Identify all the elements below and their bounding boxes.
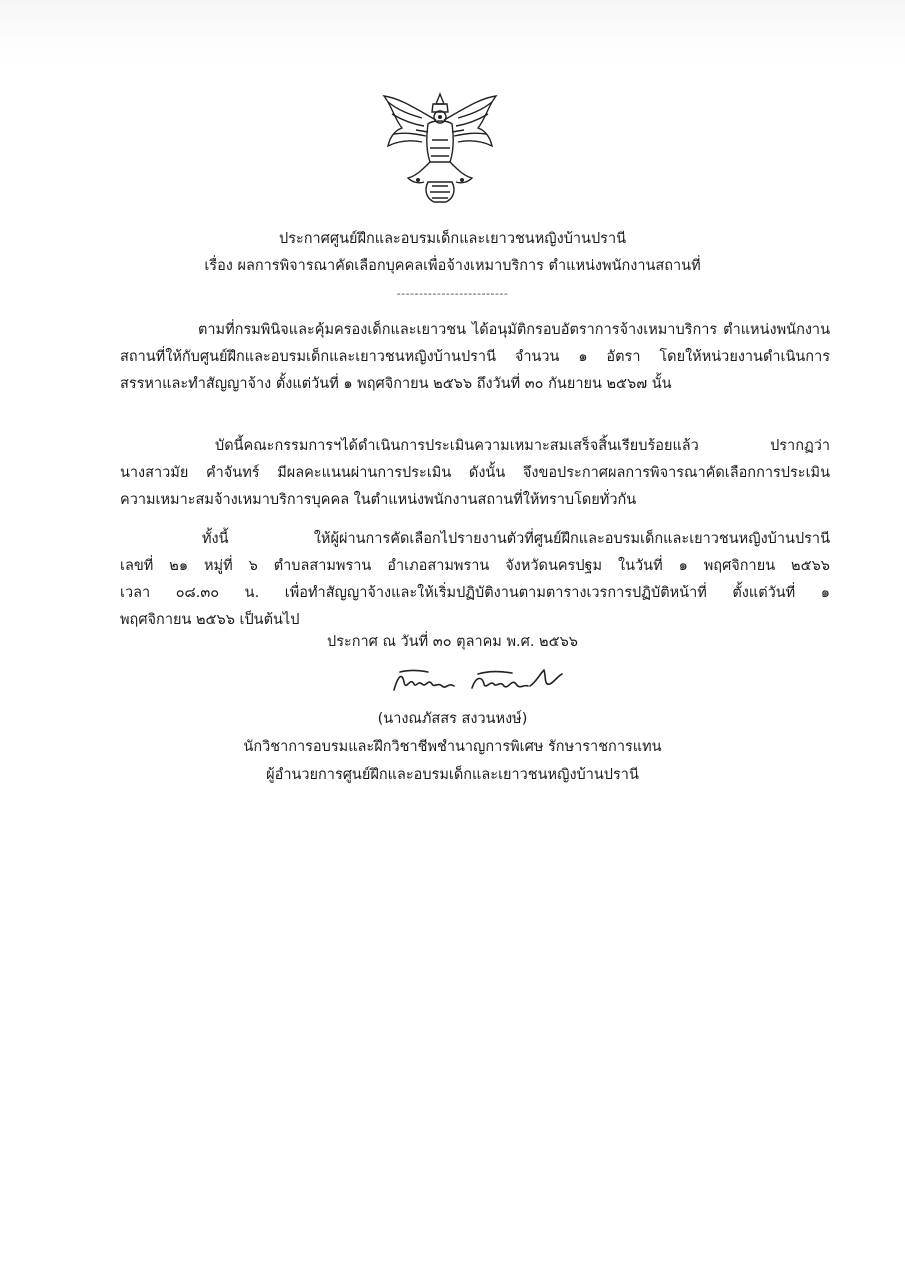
heading-divider: -------------------------	[396, 287, 509, 300]
paragraph-1-line-3: สรรหาและทำสัญญาจ้าง ตั้งแต่วันที่ ๑ พฤศจิกายน ๒๕๖๖ ถึงวันที่ ๓๐ กันยายน ๒๕๖๗ นั้น	[120, 376, 672, 392]
paragraph-3-line-2: เลขที่ ๒๑ หมู่ที่ ๖ ตำบลสามพราน อำเภอสามพราน จังหวัดนครปฐม ในวันที่ ๑ พฤศจิกายน ๒๕๖๖	[120, 558, 830, 574]
signer-position: ผู้อำนวยการศูนย์ฝึกและอบรมเด็กและเยาวชนหญิงบ้านปรานี	[266, 767, 639, 783]
paragraph-3-line-1: ทั้งนี้ ให้ผู้ผ่านการคัดเลือกไปรายงานตัวที่ศูนย์ฝึกและอบรมเด็กและเยาวชนหญิงบ้านปรานี	[202, 531, 830, 547]
paragraph-1-line-1: ตามที่กรมพินิจและคุ้มครองเด็กและเยาวชน ได้อนุมัติกรอบอัตราการจ้างเหมาบริการ ตำแหน่งพนักงาน	[198, 322, 830, 338]
signer-title: นักวิชาการอบรมและฝึกวิชาชีพชำนาญการพิเศษ รักษาราชการแทน	[243, 739, 662, 755]
paragraph-2-line-1: บัดนี้คณะกรรมการฯได้ดำเนินการประเมินความเหมาะสมเสร็จสิ้นเรียบร้อยแล้ว ปรากฏว่า	[215, 438, 830, 454]
announcement-subject: เรื่อง ผลการพิจารณาคัดเลือกบุคคลเพื่อจ้างเหมาบริการ ตำแหน่งพนักงานสถานที่	[204, 258, 701, 274]
signer-name: (นางณภัสสร สงวนหงษ์)	[377, 711, 528, 727]
announcement-date: ประกาศ ณ วันที่ ๓๐ ตุลาคม พ.ศ. ๒๕๖๖	[326, 634, 578, 650]
garuda-emblem-icon	[378, 90, 502, 206]
paragraph-2-line-2: นางสาวมัย คำจันทร์ มีผลคะแนนผ่านการประเมิน ดังนั้น จึงขอประกาศผลการพิจารณาคัดเลือกการประเมิน	[120, 465, 830, 481]
paragraph-3-line-3: เวลา ๐๘.๓๐ น. เพื่อทำสัญญาจ้างและให้เริ่มปฏิบัติงานตามตารางเวรการปฏิบัติหน้าที่ ตั้งแต่วันที่ ๑	[120, 585, 830, 601]
paragraph-3-line-4: พฤศจิกายน ๒๕๖๖ เป็นต้นไป	[120, 612, 300, 628]
announcement-title: ประกาศศูนย์ฝึกและอบรมเด็กและเยาวชนหญิงบ้านปรานี	[278, 231, 627, 247]
handwritten-signature	[388, 662, 568, 700]
paragraph-1-line-2: สถานที่ให้กับศูนย์ฝึกและอบรมเด็กและเยาวชนหญิงบ้านปรานี จำนวน ๑ อัตรา โดยให้หน่วยงานดำเนินการ	[120, 349, 830, 365]
paragraph-2-line-3: ความเหมาะสมจ้างเหมาบริการบุคคล ในตำแหน่งพนักงานสถานที่ให้ทราบโดยทั่วกัน	[120, 492, 637, 508]
